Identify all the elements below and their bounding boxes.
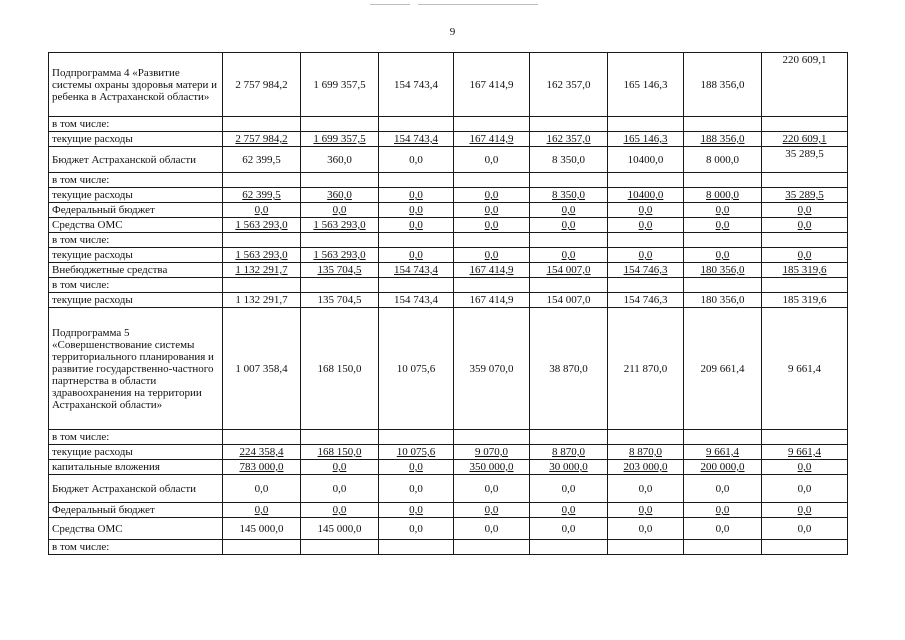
value-cell: 1 563 293,0 — [301, 248, 379, 263]
value-cell — [762, 173, 848, 188]
value-cell: 62 399,5 — [223, 188, 301, 203]
value-cell: 0,0 — [454, 248, 530, 263]
row-label: Бюджет Астраханской области — [49, 147, 223, 173]
value-cell — [301, 233, 379, 248]
value-cell: 1 699 357,5 — [301, 53, 379, 117]
value-cell: 1 563 293,0 — [223, 218, 301, 233]
row-label: в том числе: — [49, 173, 223, 188]
row-label: Федеральный бюджет — [49, 503, 223, 518]
value-cell: 0,0 — [379, 218, 454, 233]
value-cell: 0,0 — [608, 248, 684, 263]
value-cell: 0,0 — [223, 203, 301, 218]
value-cell: 0,0 — [530, 518, 608, 540]
value-cell — [762, 233, 848, 248]
value-cell: 0,0 — [762, 203, 848, 218]
top-rule-right — [418, 4, 538, 5]
value-cell — [530, 430, 608, 445]
value-cell: 0,0 — [684, 248, 762, 263]
value-cell: 0,0 — [379, 147, 454, 173]
table-row — [49, 233, 848, 248]
value-cell — [608, 233, 684, 248]
value-cell: 0,0 — [762, 248, 848, 263]
value-cell: 10 075,6 — [379, 445, 454, 460]
value-cell: 0,0 — [762, 475, 848, 503]
value-cell — [454, 540, 530, 555]
value-cell: 0,0 — [762, 518, 848, 540]
value-cell: 0,0 — [762, 460, 848, 475]
value-cell: 211 870,0 — [608, 308, 684, 430]
table-row — [49, 132, 848, 147]
value-cell: 209 661,4 — [684, 308, 762, 430]
value-cell: 203 000,0 — [608, 460, 684, 475]
value-cell: 0,0 — [379, 503, 454, 518]
value-cell: 165 146,3 — [608, 132, 684, 147]
value-cell — [454, 173, 530, 188]
value-cell: 8 870,0 — [530, 445, 608, 460]
value-cell — [762, 430, 848, 445]
value-cell: 145 000,0 — [223, 518, 301, 540]
value-cell — [379, 540, 454, 555]
row-label: Средства ОМС — [49, 218, 223, 233]
value-cell — [762, 540, 848, 555]
value-cell: 154 743,4 — [379, 263, 454, 278]
value-cell — [379, 278, 454, 293]
value-cell — [684, 233, 762, 248]
value-cell: 0,0 — [379, 203, 454, 218]
value-cell — [223, 430, 301, 445]
value-cell — [684, 173, 762, 188]
value-cell: 9 661,4 — [762, 308, 848, 430]
row-label: в том числе: — [49, 117, 223, 132]
budget-table — [48, 52, 848, 555]
value-cell: 154 743,4 — [379, 132, 454, 147]
value-cell: 154 746,3 — [608, 263, 684, 278]
value-cell: 135 704,5 — [301, 263, 379, 278]
value-cell — [530, 233, 608, 248]
value-cell — [301, 278, 379, 293]
value-cell — [223, 540, 301, 555]
table-row — [49, 147, 848, 173]
value-cell: 220 609,1 — [762, 53, 848, 117]
value-cell — [379, 173, 454, 188]
value-cell: 2 757 984,2 — [223, 53, 301, 117]
table-row — [49, 475, 848, 503]
value-cell: 1 132 291,7 — [223, 293, 301, 308]
value-cell — [530, 117, 608, 132]
table-body — [49, 53, 848, 555]
value-cell: 1 007 358,4 — [223, 308, 301, 430]
row-label: текущие расходы — [49, 188, 223, 203]
value-cell: 0,0 — [530, 203, 608, 218]
value-cell: 0,0 — [684, 218, 762, 233]
value-cell — [454, 233, 530, 248]
table-row — [49, 460, 848, 475]
value-cell: 8 350,0 — [530, 147, 608, 173]
value-cell — [301, 173, 379, 188]
value-cell: 783 000,0 — [223, 460, 301, 475]
value-cell: 185 319,6 — [762, 293, 848, 308]
value-cell: 0,0 — [608, 218, 684, 233]
value-cell: 0,0 — [454, 218, 530, 233]
value-cell — [454, 117, 530, 132]
row-label: текущие расходы — [49, 248, 223, 263]
value-cell: 0,0 — [301, 460, 379, 475]
value-cell: 0,0 — [454, 475, 530, 503]
value-cell: 0,0 — [223, 475, 301, 503]
value-cell: 35 289,5 — [762, 188, 848, 203]
table-row — [49, 117, 848, 132]
value-cell: 0,0 — [530, 248, 608, 263]
value-cell — [608, 173, 684, 188]
value-cell: 0,0 — [301, 475, 379, 503]
value-cell: 0,0 — [684, 475, 762, 503]
value-cell — [301, 117, 379, 132]
value-cell: 0,0 — [762, 503, 848, 518]
value-cell: 1 563 293,0 — [223, 248, 301, 263]
value-cell — [379, 430, 454, 445]
row-label: в том числе: — [49, 233, 223, 248]
value-cell — [684, 430, 762, 445]
value-cell: 9 070,0 — [454, 445, 530, 460]
value-cell: 0,0 — [379, 475, 454, 503]
value-cell: 1 699 357,5 — [301, 132, 379, 147]
table-row — [49, 188, 848, 203]
value-cell: 0,0 — [530, 503, 608, 518]
table-row — [49, 248, 848, 263]
value-cell: 0,0 — [454, 188, 530, 203]
row-label: Подпрограмма 5 «Совершенствование системы территориального планирования и развитие государственно-частного партнерства в области здравоохранения на территории Астраханской области» — [49, 308, 223, 430]
value-cell: 0,0 — [608, 203, 684, 218]
table-row — [49, 518, 848, 540]
value-cell: 8 000,0 — [684, 188, 762, 203]
row-label: Средства ОМС — [49, 518, 223, 540]
table-row — [49, 503, 848, 518]
value-cell: 0,0 — [684, 503, 762, 518]
table-row — [49, 203, 848, 218]
top-rule-left — [370, 4, 410, 5]
value-cell: 360,0 — [301, 188, 379, 203]
value-cell — [454, 278, 530, 293]
value-cell: 8 350,0 — [530, 188, 608, 203]
value-cell — [530, 173, 608, 188]
table-row — [49, 293, 848, 308]
value-cell: 0,0 — [379, 518, 454, 540]
row-label: Внебюджетные средства — [49, 263, 223, 278]
row-label: Подпрограмма 4 «Развитие системы охраны здоровья матери и ребенка в Астраханской области» — [49, 53, 223, 117]
value-cell — [684, 278, 762, 293]
value-cell: 167 414,9 — [454, 293, 530, 308]
value-cell — [608, 278, 684, 293]
table-row — [49, 278, 848, 293]
value-cell: 154 007,0 — [530, 293, 608, 308]
value-cell: 165 146,3 — [608, 53, 684, 117]
value-cell: 0,0 — [530, 475, 608, 503]
value-cell: 0,0 — [454, 503, 530, 518]
value-cell: 0,0 — [530, 218, 608, 233]
value-cell — [608, 430, 684, 445]
value-cell: 154 743,4 — [379, 53, 454, 117]
value-cell: 359 070,0 — [454, 308, 530, 430]
value-cell — [454, 430, 530, 445]
table-row — [49, 173, 848, 188]
value-cell: 167 414,9 — [454, 263, 530, 278]
value-cell: 180 356,0 — [684, 263, 762, 278]
value-cell: 224 358,4 — [223, 445, 301, 460]
table-row — [49, 540, 848, 555]
value-cell: 135 704,5 — [301, 293, 379, 308]
value-cell — [684, 117, 762, 132]
value-cell: 167 414,9 — [454, 132, 530, 147]
value-cell: 0,0 — [379, 188, 454, 203]
value-cell: 167 414,9 — [454, 53, 530, 117]
value-cell: 62 399,5 — [223, 147, 301, 173]
value-cell: 30 000,0 — [530, 460, 608, 475]
row-label: в том числе: — [49, 430, 223, 445]
page-number: 9 — [449, 26, 456, 38]
row-label: в том числе: — [49, 278, 223, 293]
row-label: капитальные вложения — [49, 460, 223, 475]
value-cell — [608, 117, 684, 132]
value-cell: 162 357,0 — [530, 53, 608, 117]
value-cell: 0,0 — [454, 203, 530, 218]
value-cell: 9 661,4 — [762, 445, 848, 460]
value-cell: 0,0 — [223, 503, 301, 518]
value-cell — [223, 233, 301, 248]
value-cell — [301, 540, 379, 555]
table-row — [49, 308, 848, 430]
value-cell: 162 357,0 — [530, 132, 608, 147]
value-cell: 360,0 — [301, 147, 379, 173]
value-cell: 1 563 293,0 — [301, 218, 379, 233]
value-cell: 168 150,0 — [301, 445, 379, 460]
value-cell: 10 075,6 — [379, 308, 454, 430]
value-cell: 0,0 — [684, 518, 762, 540]
value-cell: 0,0 — [379, 460, 454, 475]
value-cell: 8 870,0 — [608, 445, 684, 460]
value-cell: 0,0 — [454, 518, 530, 540]
value-cell: 145 000,0 — [301, 518, 379, 540]
value-cell — [379, 233, 454, 248]
value-cell: 10400,0 — [608, 147, 684, 173]
value-cell — [684, 540, 762, 555]
value-cell: 10400,0 — [608, 188, 684, 203]
value-cell: 200 000,0 — [684, 460, 762, 475]
row-label: текущие расходы — [49, 132, 223, 147]
table-row — [49, 263, 848, 278]
value-cell: 0,0 — [762, 218, 848, 233]
value-cell — [301, 430, 379, 445]
value-cell: 154 746,3 — [608, 293, 684, 308]
table-row — [49, 445, 848, 460]
value-cell: 180 356,0 — [684, 293, 762, 308]
value-cell — [762, 278, 848, 293]
value-cell: 35 289,5 — [762, 147, 848, 173]
value-cell — [530, 540, 608, 555]
value-cell — [223, 117, 301, 132]
row-label: в том числе: — [49, 540, 223, 555]
value-cell — [223, 278, 301, 293]
row-label: Федеральный бюджет — [49, 203, 223, 218]
value-cell: 0,0 — [608, 518, 684, 540]
value-cell — [379, 117, 454, 132]
value-cell: 9 661,4 — [684, 445, 762, 460]
value-cell: 185 319,6 — [762, 263, 848, 278]
row-label: текущие расходы — [49, 293, 223, 308]
value-cell: 2 757 984,2 — [223, 132, 301, 147]
value-cell: 154 007,0 — [530, 263, 608, 278]
table-row — [49, 53, 848, 117]
value-cell: 0,0 — [454, 147, 530, 173]
row-label: текущие расходы — [49, 445, 223, 460]
value-cell: 8 000,0 — [684, 147, 762, 173]
value-cell — [530, 278, 608, 293]
row-label: Бюджет Астраханской области — [49, 475, 223, 503]
value-cell: 38 870,0 — [530, 308, 608, 430]
value-cell — [608, 540, 684, 555]
value-cell: 188 356,0 — [684, 132, 762, 147]
value-cell: 350 000,0 — [454, 460, 530, 475]
value-cell: 0,0 — [608, 475, 684, 503]
value-cell: 0,0 — [301, 503, 379, 518]
value-cell: 154 743,4 — [379, 293, 454, 308]
table-row — [49, 430, 848, 445]
value-cell: 0,0 — [684, 203, 762, 218]
value-cell: 0,0 — [379, 248, 454, 263]
table-row — [49, 218, 848, 233]
value-cell: 220 609,1 — [762, 132, 848, 147]
value-cell: 0,0 — [301, 203, 379, 218]
value-cell: 1 132 291,7 — [223, 263, 301, 278]
value-cell — [223, 173, 301, 188]
value-cell: 0,0 — [608, 503, 684, 518]
value-cell — [762, 117, 848, 132]
value-cell: 188 356,0 — [684, 53, 762, 117]
value-cell: 168 150,0 — [301, 308, 379, 430]
